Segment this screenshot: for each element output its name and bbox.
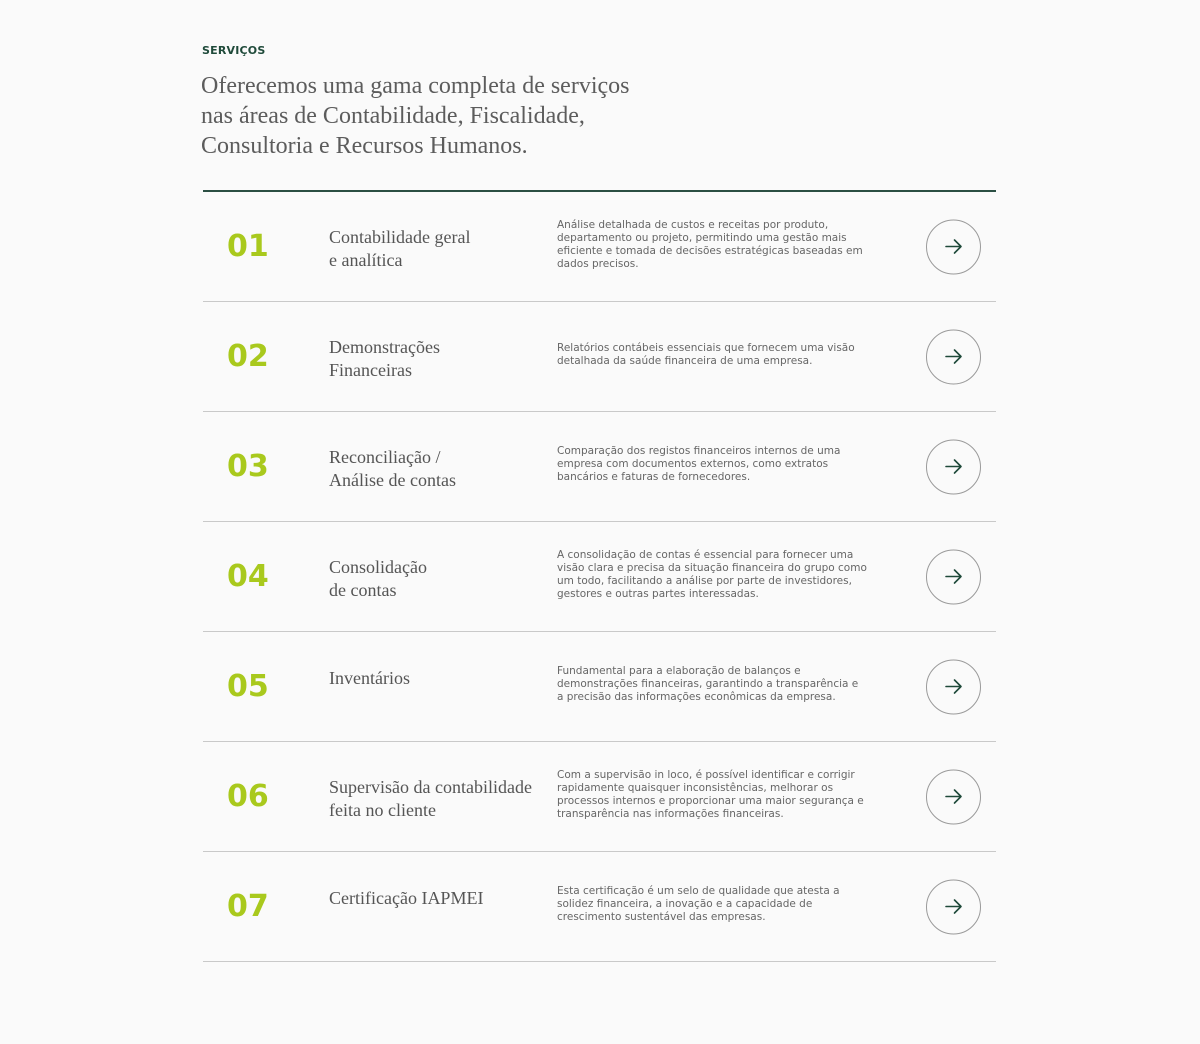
service-arrow-button[interactable] [926, 439, 981, 494]
service-description-line: solidez financeira, a inovação e a capacidade de [557, 898, 813, 910]
service-number: 07 [227, 888, 269, 924]
section-eyebrow: SERVIÇOS [202, 44, 266, 57]
arrow-right-icon [944, 347, 964, 367]
service-title [329, 226, 544, 272]
service-description-line: bancários e faturas de fornecedores. [557, 471, 751, 483]
service-row [203, 192, 996, 302]
service-description [557, 665, 862, 704]
service-row [203, 632, 996, 742]
service-description-line: Com a supervisão in loco, é possível identificar e corrigir [557, 769, 855, 781]
service-title [329, 446, 544, 492]
service-title [329, 887, 544, 910]
arrow-right-icon [944, 457, 964, 477]
service-row [203, 302, 996, 412]
arrow-right-icon [944, 897, 964, 917]
service-title-line: e analítica [329, 250, 403, 270]
service-number: 01 [227, 228, 269, 264]
service-description-line: Análise detalhada de custos e receitas por produto, [557, 219, 829, 231]
service-description-line: um todo, facilitando a análise por parte de investidores, [557, 575, 852, 587]
service-title [329, 336, 544, 382]
service-description-line: Esta certificação é um selo de qualidade que atesta a [557, 885, 840, 897]
service-description [557, 445, 862, 484]
service-description [557, 219, 862, 271]
arrow-right-icon [944, 787, 964, 807]
service-number: 06 [227, 778, 269, 814]
service-description [557, 342, 862, 368]
service-number: 05 [227, 668, 269, 704]
service-title-line: de contas [329, 580, 397, 600]
service-description-line: empresa com documentos externos, como extratos [557, 458, 829, 470]
arrow-right-icon [944, 677, 964, 697]
intro-line: nas áreas de Contabilidade, Fiscalidade, [201, 103, 585, 129]
service-title-line: Certificação IAPMEI [329, 888, 484, 908]
service-title [329, 776, 544, 822]
service-title-line: Contabilidade geral [329, 227, 471, 247]
intro-line: Consultoria e Recursos Humanos. [201, 133, 528, 159]
service-row [203, 852, 996, 962]
service-description-line: processos internos e proporcionar uma maior segurança e [557, 795, 864, 807]
service-description-line: Fundamental para a elaboração de balanços e [557, 665, 801, 677]
service-description-line: visão clara e precisa da situação financeira do grupo como [557, 562, 867, 574]
service-number: 04 [227, 558, 269, 594]
service-description-line: gestores e outras partes interessadas. [557, 588, 759, 600]
service-arrow-button[interactable] [926, 879, 981, 934]
service-description [557, 885, 862, 924]
service-description-line: A consolidação de contas é essencial para fornecer uma [557, 549, 854, 561]
service-description-line: dados precisos. [557, 258, 639, 270]
service-description-line: departamento ou projeto, permitindo uma gestão mais [557, 232, 847, 244]
service-title-line: Inventários [329, 668, 410, 688]
service-description-line: transparência nas informações financeiras. [557, 808, 784, 820]
service-description-line: rapidamente quaisquer inconsistências, melhorar os [557, 782, 834, 794]
service-title-line: Demonstrações [329, 337, 440, 357]
service-description-line: eficiente e tomada de decisões estratégicas baseadas em [557, 245, 863, 257]
service-description [557, 769, 862, 821]
service-arrow-button[interactable] [926, 769, 981, 824]
intro-line: Oferecemos uma gama completa de serviços [201, 73, 630, 99]
services-list [203, 190, 996, 962]
service-description-line: demonstrações financeiras, garantindo a transparência e [557, 678, 859, 690]
service-row [203, 522, 996, 632]
service-row [203, 742, 996, 852]
service-description-line: a precisão das informações econômicas da empresa. [557, 691, 836, 703]
arrow-right-icon [944, 237, 964, 257]
service-number: 02 [227, 338, 269, 374]
service-row [203, 412, 996, 522]
service-arrow-button[interactable] [926, 329, 981, 384]
service-description-line: Comparação dos registos financeiros internos de uma [557, 445, 841, 457]
service-title [329, 667, 544, 690]
section-intro [201, 71, 661, 161]
service-description-line: detalhada da saúde financeira de uma empresa. [557, 355, 813, 367]
service-title-line: Consolidação [329, 557, 427, 577]
service-arrow-button[interactable] [926, 549, 981, 604]
service-arrow-button[interactable] [926, 659, 981, 714]
service-title-line: Reconciliação / [329, 447, 441, 467]
service-number: 03 [227, 448, 269, 484]
service-title [329, 556, 544, 602]
service-arrow-button[interactable] [926, 219, 981, 274]
service-description-line: crescimento sustentável das empresas. [557, 911, 766, 923]
service-title-line: Supervisão da contabilidade [329, 777, 532, 797]
service-title-line: Financeiras [329, 360, 412, 380]
service-title-line: feita no cliente [329, 800, 436, 820]
service-description [557, 549, 867, 601]
service-title-line: Análise de contas [329, 470, 456, 490]
arrow-right-icon [944, 567, 964, 587]
service-description-line: Relatórios contábeis essenciais que fornecem uma visão [557, 342, 855, 354]
